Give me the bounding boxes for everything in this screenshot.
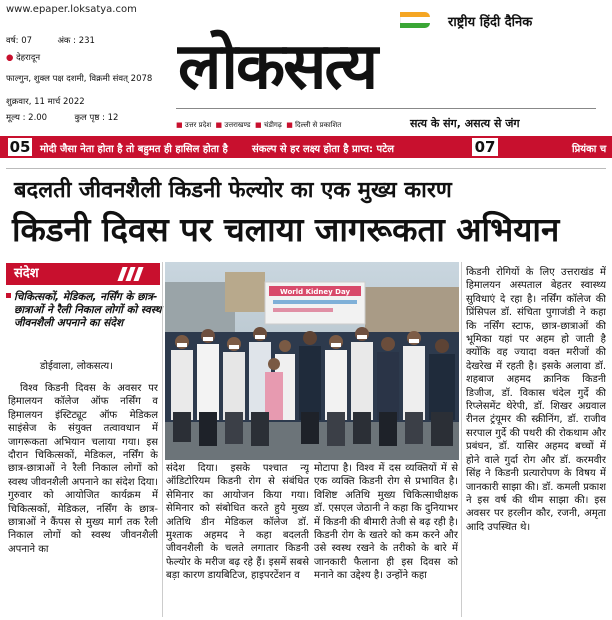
issue-number: अंक : 231	[57, 36, 95, 46]
masthead-logo: लोकसत्य	[178, 29, 377, 104]
column-rule	[461, 262, 462, 617]
article-column-1	[8, 382, 158, 617]
issue-info	[6, 35, 95, 46]
edition-bullet-icon: ■	[176, 121, 183, 129]
newspaper-tagline: राष्ट्रीय हिंदी दैनिक	[448, 15, 533, 30]
ticker-headline[interactable]: संकल्प से हर लक्ष्य होता है प्राप्त: पटेल	[252, 144, 395, 155]
article-dateline: डोईवाला, लोकसत्य।	[40, 361, 114, 372]
rally-photo-illustration	[165, 262, 459, 460]
masthead-divider	[176, 108, 596, 109]
article-paragraph: विश्व किडनी दिवस के अवसर पर हिमालयन कॉलेज ऑफ नर्सिंग व हिमालयन इंस्टिट्यूट ऑफ मेडिकल साइंसेज के संयुक्त तत्वावधान में जागरूकता अभियान चलाया गया। इस दौरान चिकित्सकों, मेडिकल, नर्सिंग के छात्र-छात्राओं ने रैली निकाल लोगों को स्वस्थ जीवनशैली अपनाने का संदेश दिया।गुरुवार को आयोजित कार्यक्रम में चिकित्सकों, मेडिकल, नर्सिंग के छात्र-छात्राओं ने कैंपस से मुख्य मार्ग तक रैली निकाल लोगों को स्वस्थ जीवनशैली अपनाने का	[8, 383, 158, 555]
page-count: कुल पृष्ठ : 12	[74, 113, 119, 123]
edition-item: दिल्ली से प्रकाशित	[295, 121, 342, 129]
price-pages	[6, 112, 118, 123]
section-label-text: संदेश	[14, 266, 39, 281]
section-divider	[6, 168, 606, 169]
subhead-bullet-icon	[6, 293, 11, 298]
editions-list	[176, 121, 341, 130]
newspaper-motto: सत्य के संग, असत्य से जंग	[410, 117, 520, 130]
ticker-headline[interactable]: मोदी जैसा नेता होता है तो बहुमत ही हासिल होता है	[40, 144, 228, 155]
column-rule	[162, 262, 163, 617]
edition-city	[6, 52, 40, 63]
edition-item: उत्तर प्रदेश	[184, 121, 212, 129]
edition-bullet-icon: ■	[255, 121, 262, 129]
article-paragraph: संदेश दिया। इसके पश्चात न्यू ऑडिटोरियम किडनी रोग से संबंधित सेमिनार का आयोजन किया गया। सेमिनार को संबोधित करते हुये मुख्य अतिथि डीन मेडिकल कॉलेज डॉ. मुश्ताक अहमद ने कहा बदलती जीवनशैली के चलते लगातार किडनी फेल्योर के मरीज बढ़ रहे हैं। इसमें सबसे बड़ा कारण डायबिटिज, हाइपरटेंशन व	[166, 463, 309, 582]
city-name: देहरादून	[16, 53, 41, 63]
section-label-decoration	[120, 266, 144, 285]
rally-photo	[165, 262, 459, 460]
article-paragraph: किडनी रोगियों के लिए उत्तराखंड में हिमालयन अस्पताल बेहतर स्वास्थ्य सुविधाएं दे रहा है। नर्सिंग कॉलेज की प्रिंसिपल डॉ. संचिता पुगाजंडी ने कहा कि नर्सिंग स्टाफ, छात्र-छात्राओं की भूमिका यहां पर अहम हो जाती है क्योंकि वह ज्यादा वक्त मरीजों की देखरेख में रहती है। इसके अलावा डॉ. शहबाज अहमद क्रानिक किडनी डिजीज, डॉ. विकास चंदेल गुर्दे की रिप्लेसमेंट थेरेपी, डॉ. शिखर अग्रवाल रीनल ट्रंयूमर की स्क्रीनिंग, डॉ. राजीव सरपाल गुर्दे की पथरी की रोकथाम और प्रबंधन, डॉ. यासिर अहमद बच्चों में होने वाले गुर्दा रोग और डॉ. करमवीर सिंह ने किडनी प्रत्यारोपण के विषय में जानकारी साझा की। डॉ. कमली प्रकाश ने इस वर्ष की थीम साझा की। इस अवसर पर हरलीन कौर, रजनी, अमृता आदि उपस्थित थे।	[466, 267, 606, 533]
article-subheading: चिकित्सकों, मेडिकल, नर्सिंग के छात्र-छात्राओं ने रैली निकाल लोगों को स्वस्थ जीवनशैली अपनाने का संदेश	[14, 291, 162, 329]
article-column-2	[166, 462, 309, 617]
site-url: www.epaper.loksatya.com	[6, 4, 137, 15]
ticker-headline[interactable]: प्रियंका च	[572, 144, 607, 155]
banner-text: World Kidney Day	[279, 288, 351, 296]
edition-item: चंडीगढ़	[263, 121, 282, 129]
hindi-calendar-date: फाल्गुन, शुक्ल पक्ष दशमी, विक्रमी संवत् 2078	[6, 74, 153, 84]
volume-number: वर्ष: 07	[6, 36, 33, 46]
flag-icon	[400, 12, 430, 28]
ticker-page-number: 05	[6, 136, 34, 158]
edition-bullet-icon: ■	[215, 121, 223, 129]
publication-date: शुक्रवार, 11 मार्च 2022	[6, 97, 85, 107]
article-headline: किडनी दिवस पर चलाया जागरूकता अभियान	[12, 210, 560, 249]
article-paragraph: मोटापा है। विश्व में दस व्यक्तियों में से एक व्यक्ति किडनी रोग से प्रभावित है। विशिष्ट अतिथि मुख्य चिकित्साधीक्षक डॉ. एसएल जेठानी ने कहा कि दुनियाभर में किडनी की बीमारी तेजी से बढ़ रही है। किडनी रोग के खतरे को कम करने और उसे स्वस्थ रखने के तरीको के बारे में जानकारी फैलाना ही इस दिवस को मनाने का उद्देश्य है। उन्होंने कहा	[314, 463, 458, 582]
edition-item: उत्तराखण्ड	[224, 121, 251, 129]
article-kicker: बदलती जीवनशैली किडनी फेल्योर का एक मुख्य कारण	[14, 178, 452, 203]
ticker-page-number: 07	[470, 136, 500, 158]
article-column-3	[314, 462, 458, 617]
article-column-4	[466, 266, 606, 617]
price: मूल्य : 2.00	[6, 113, 48, 123]
edition-bullet-icon: ■	[286, 121, 293, 129]
location-pin-icon: ●	[6, 53, 14, 63]
